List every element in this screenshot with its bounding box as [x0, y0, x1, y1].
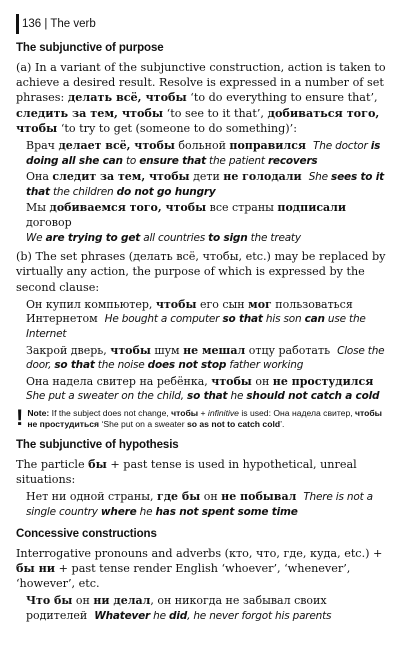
translation-text: father working [226, 359, 304, 372]
example-item [16, 490, 394, 519]
translation-text: to [122, 154, 140, 167]
translation-bold: does not stop [147, 359, 227, 372]
russian-term: добиваться того, чтобы [16, 105, 380, 135]
example-ru: шум [150, 343, 184, 357]
example-item [16, 170, 394, 199]
example-item [16, 298, 394, 342]
example-ru: Он купил компьютер, [26, 297, 156, 311]
example-ru: его сын [196, 297, 249, 311]
translation-text: He bought a computer [104, 313, 223, 326]
example-ru: Она надела свитер на ребёнка, [26, 374, 212, 388]
translation-bold: so that [222, 313, 263, 326]
note-part: + [198, 407, 208, 418]
example-ru: все страны [206, 201, 278, 215]
para-text: (a) In a variant of the subjunctive construction, action is taken to achieve a desired result. Resolve is expressed in a number of set phrases: [16, 61, 386, 105]
example-ru-bold: Что бы [26, 594, 73, 608]
section-heading-purpose: The subjunctive of purpose [16, 42, 164, 54]
page [16, 14, 394, 625]
example-item [16, 344, 394, 373]
translation-bold: can [304, 313, 325, 326]
translation-bold: where [100, 505, 137, 518]
translation-bold: do not go hungry [116, 185, 216, 198]
example-ru: Врач [26, 139, 59, 153]
translation-text: his son [262, 313, 305, 326]
exclamation-icon: ! [16, 404, 24, 430]
example-ru-bold: чтобы [155, 297, 197, 311]
header-text [22, 14, 96, 34]
translation-text: She put a sweater on the child, [26, 390, 188, 403]
example-ru-bold: чтобы [110, 343, 151, 357]
translation-bold: ensure that [139, 154, 206, 167]
example-ru-bold: не простудился [272, 374, 374, 388]
russian-term: делать всё, чтобы [67, 90, 187, 105]
translation-text: use the Internet [26, 313, 366, 340]
para-text: The particle [16, 457, 89, 471]
translation-text: , he never forgot his parents [187, 609, 332, 622]
note-italic: infinitive [207, 407, 239, 418]
example-item [16, 594, 394, 623]
example-item [16, 201, 394, 245]
example-ru: пользоваться Интернетом [26, 297, 353, 326]
para-text: Interrogative pronouns and adverbs (кто, что, где, куда, etc.) + [16, 546, 383, 560]
translation-bold: are trying to get [45, 231, 141, 244]
note-box [16, 404, 394, 431]
translation-bold: is doing all she can [26, 140, 381, 167]
header-rule [16, 14, 19, 34]
example-ru: Закрой дверь, [26, 343, 111, 357]
translation-text: the patient [205, 154, 268, 167]
note-text [27, 408, 394, 431]
russian-term: бы [88, 456, 107, 471]
translation-text: he [227, 390, 247, 403]
para-text: ‘to try to get (someone to do something)’: [57, 121, 297, 135]
translation-text: She [308, 171, 332, 184]
example-ru-bold: поправился [229, 139, 307, 153]
example-ru-bold: чтобы [211, 374, 252, 388]
translation-bold: to sign [208, 231, 248, 244]
note-en-bold: so as not to catch cold [186, 419, 281, 430]
header-separator: | [44, 18, 48, 30]
note-ru-bold: чтобы [171, 407, 199, 418]
example-ru-bold: подписали [277, 201, 347, 215]
page-number: 136 [22, 18, 42, 30]
example-ru-bold: где бы [156, 490, 201, 504]
example-ru-bold: добиваемся того, чтобы [49, 201, 207, 215]
translation-bold: has not spent some time [155, 505, 298, 518]
para-text: + past tense render English ‘whoever’, ‘whenever’, ‘however’, etc. [16, 561, 351, 590]
example-ru: он [72, 594, 94, 608]
translation-text: Close the door, [26, 344, 385, 372]
translation-text: the treaty [247, 231, 301, 244]
running-header [16, 14, 394, 34]
translation-text: all countries [140, 231, 209, 244]
translation-bold: so that [54, 359, 95, 372]
example-ru: он [251, 374, 273, 388]
example-ru: Мы [26, 201, 50, 215]
example-ru-bold: делает всё, чтобы [58, 139, 175, 153]
translation-bold: sees to it that [26, 171, 384, 198]
example-ru: больной [174, 139, 230, 153]
paragraph-hypothesis [16, 457, 394, 487]
example-ru: Она [26, 170, 53, 184]
example-ru: отцу работать [245, 343, 331, 357]
russian-term: следить за тем, чтобы [16, 105, 164, 120]
example-ru: он [200, 490, 222, 504]
example-ru-bold: не мешал [183, 343, 246, 357]
para-text: ‘to see to it that’, [163, 106, 268, 120]
translation-text: We [26, 231, 46, 244]
translation-bold: should not catch a cold [246, 390, 380, 403]
example-ru: договор [26, 215, 72, 229]
example-ru: Нет ни одной страны, [26, 490, 157, 504]
paragraph-a [16, 60, 394, 136]
example-ru-bold: не голодали [223, 170, 302, 184]
section-heading-hypothesis: The subjunctive of hypothesis [16, 438, 179, 451]
note-part: If the subject does not change, [49, 407, 172, 418]
translation-bold: so that [187, 390, 228, 403]
translation-text: The doctor [313, 140, 371, 153]
note-part: ’. [280, 419, 285, 430]
translation-text: There is not a single country [26, 491, 373, 518]
translation-bold: Whatever [94, 609, 151, 622]
paragraph-concessive [16, 546, 394, 592]
translation-text: he [150, 609, 170, 622]
header-section: The verb [50, 18, 96, 30]
translation-bold: did [169, 609, 188, 622]
para-text: + past tense is used in hypothetical, unreal situations: [16, 457, 357, 487]
translation-text: the children [49, 185, 117, 198]
example-ru: дети [189, 170, 224, 184]
example-ru-bold: ни делал [93, 594, 151, 608]
example-translation [26, 390, 379, 402]
russian-term: бы ни [16, 560, 56, 575]
example-item [16, 375, 394, 404]
translation-bold: recovers [267, 154, 318, 167]
note-part: ‘She put on a sweater [99, 419, 187, 430]
paragraph-b: (b) The set phrases (делать всё, чтобы, etc.) may be replaced by virtually any action, the purpose of which is expressed by the second clause: [16, 250, 386, 294]
example-ru: , он никогда не забывал своих родителей [26, 594, 327, 622]
note-ru-bold: чтобы не простудиться [27, 407, 382, 430]
note-label: Note: [27, 407, 50, 418]
section-heading-concessive: Concessive constructions [16, 527, 157, 540]
para-text: ‘to do everything to ensure that’, [186, 91, 378, 105]
translation-text: he [136, 505, 156, 518]
example-ru-bold: не побывал [221, 490, 297, 504]
example-ru-bold: мог [248, 297, 272, 311]
example-translation [94, 610, 331, 622]
example-translation [26, 232, 301, 244]
example-ru-bold: следит за тем, чтобы [52, 170, 190, 184]
translation-text: the noise [94, 359, 148, 372]
example-item [16, 139, 394, 168]
note-part: is used: Она надела свитер, [238, 407, 356, 418]
